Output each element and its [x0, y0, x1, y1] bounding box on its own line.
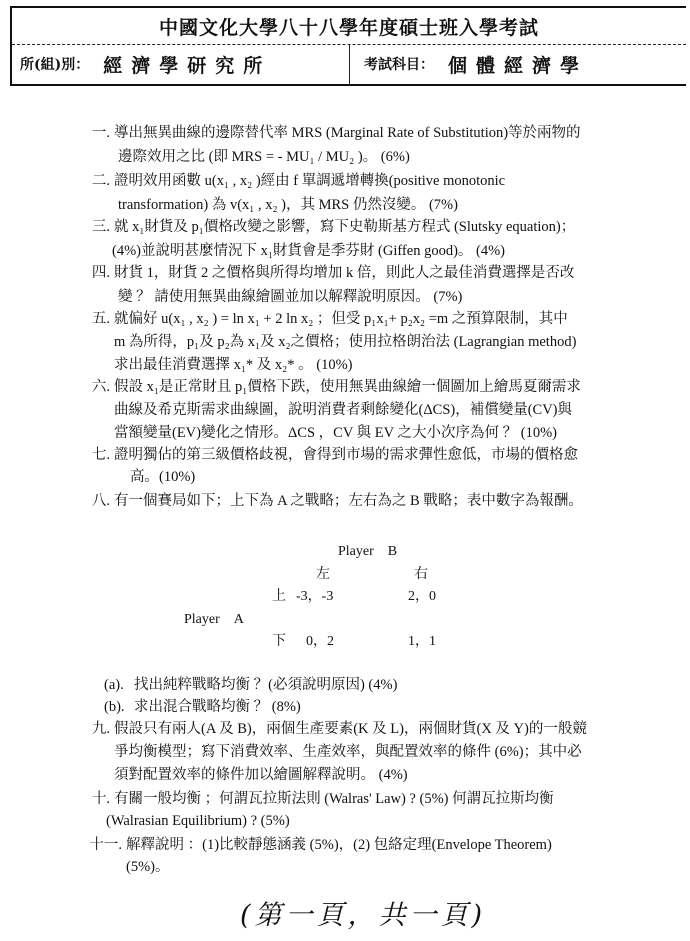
question-text-line: 有一個賽局如下；上下為 A 之戰略；左右為之 B 戰略；表中數字為報酬。 [114, 493, 583, 509]
question-number: 九. [91, 721, 110, 737]
subquestion-label: (b). [104, 699, 125, 715]
question-text-line: transformation) 為 v(x₁ , x₂ )，其 MRS 仍然沒變。 (7%) [118, 197, 458, 213]
question-number: 六. [91, 379, 110, 395]
subquestion-text: 求出混合戰略均衡 ？ (8%) [134, 699, 301, 715]
question-text-line: 邊際效用之比 (即 MRS = - MU₁ / MU₂ )。 (6%) [118, 149, 410, 165]
question-number: 五. [91, 311, 110, 327]
column-left-label: 左 [316, 567, 330, 582]
question-number: 一. [91, 125, 110, 141]
question-text-line: 求出最佳消費選擇 x₁* 及 x₂* 。 (10%) [114, 357, 353, 373]
subject-label: 考試科目： [364, 57, 434, 73]
question-text-line: 解釋說明 ：(1)比較靜態涵義 (5%)，(2) 包絡定理(Envelope Theorem) [126, 837, 552, 853]
question-text-line: (Walrasian Equilibrium) ? (5%) [106, 813, 290, 829]
department-label: 所(組)別： [20, 57, 90, 73]
question-number: 二. [91, 173, 110, 189]
question-number: 四. [91, 265, 110, 281]
question-text-line: 證明獨佔的第三級價格歧視，會得到市場的需求彈性愈低，市場的價格愈 [114, 447, 578, 463]
question-number: 十一. [89, 837, 122, 853]
question-text-line: 高。(10%) [130, 469, 196, 485]
payoff-up-right: 2，0 [408, 589, 436, 604]
exam-title: 中國文化大學八十八學年度碩士班入學考試 [12, 8, 686, 45]
player-a-label: Player A [184, 612, 244, 627]
row-up-label: 上 [272, 589, 286, 604]
question-text-line: 當額變量(EV)變化之情形。ΔCS ，CV 與 EV 之大小次序為何 ？ (10%) [114, 425, 557, 441]
question-text-line: 就偏好 u(x₁ , x₂ ) = ln x₁ + 2 ln x₂ ；但受 p₁x₁+ p₂x₂ =m 之預算限制，其中 [114, 311, 568, 327]
question-text-line: 假設只有兩人(A 及 B)，兩個生產要素(K 及 L)，兩個財貨(X 及 Y)的一般競 [114, 721, 587, 737]
page-indicator: (第一頁，共一頁) [240, 900, 487, 931]
question-text-line: 須對配置效率的條件加以繪圖解釋說明。 (4%) [114, 767, 408, 783]
question-number: 八. [91, 493, 110, 509]
question-text-line: 爭均衡模型；寫下消費效率、生產效率，與配置效率的條件 (6%)；其中必 [114, 744, 582, 760]
subquestion-label: (a). [104, 677, 124, 693]
question-text-line: 導出無異曲線的邊際替代率 MRS (Marginal Rate of Substitution)等於兩物的 [114, 125, 581, 141]
question-text-line: 曲線及希克斯需求曲線圖，說明消費者剩餘變化(ΔCS)，補償變量(CV)與 [114, 402, 573, 418]
payoff-up-left: -3，-3 [296, 589, 334, 604]
subject-value: 個體經濟學 [448, 54, 589, 77]
question-text-line: 變 ？ 請使用無異曲線繪圖並加以解釋說明原因。 (7%) [118, 289, 463, 305]
question-number: 三. [91, 219, 110, 235]
question-text-line: 就 x₁財貨及 p₁價格改變之影響，寫下史勒斯基方程式 (Slutsky equation)； [114, 219, 576, 235]
column-right-label: 右 [414, 567, 428, 582]
payoff-down-right: 1，1 [408, 634, 436, 649]
question-text-line: 證明效用函數 u(x₁ , x₂ )經由 f 單調遞增轉換(positive monotonic [114, 173, 506, 189]
department-value: 經濟學研究所 [103, 54, 272, 77]
question-number: 七. [91, 447, 110, 463]
row-down-label: 下 [272, 634, 286, 649]
question-text-line: m 為所得，p₁及 p₂為 x₁及 x₂之價格；使用拉格朗治法 (Lagrangian method) [114, 334, 577, 350]
question-text-line: 有關一般均衡 ；何謂瓦拉斯法則 (Walras' Law) ? (5%) 何謂瓦拉斯均衡 [114, 791, 554, 807]
question-text-line: (5%)。 [126, 859, 170, 875]
question-text-line: (4%)並說明甚麼情況下 x₁財貨會是季芬財 (Giffen good)。 (4%) [112, 243, 506, 259]
question-number: 十. [91, 791, 110, 807]
payoff-down-left: 0，2 [306, 634, 334, 649]
subquestion-text: 找出純粹戰略均衡 ？(必須說明原因) (4%) [134, 677, 398, 693]
question-text-line: 財貨 1，財貨 2 之價格與所得均增加 k 倍，則此人之最佳消費選擇是否改 [114, 265, 575, 281]
player-b-label: Player B [338, 544, 398, 559]
question-text-line: 假設 x₁是正常財且 p₁價格下跌，使用無異曲線繪一個圖加上繪馬夏爾需求 [114, 379, 581, 395]
